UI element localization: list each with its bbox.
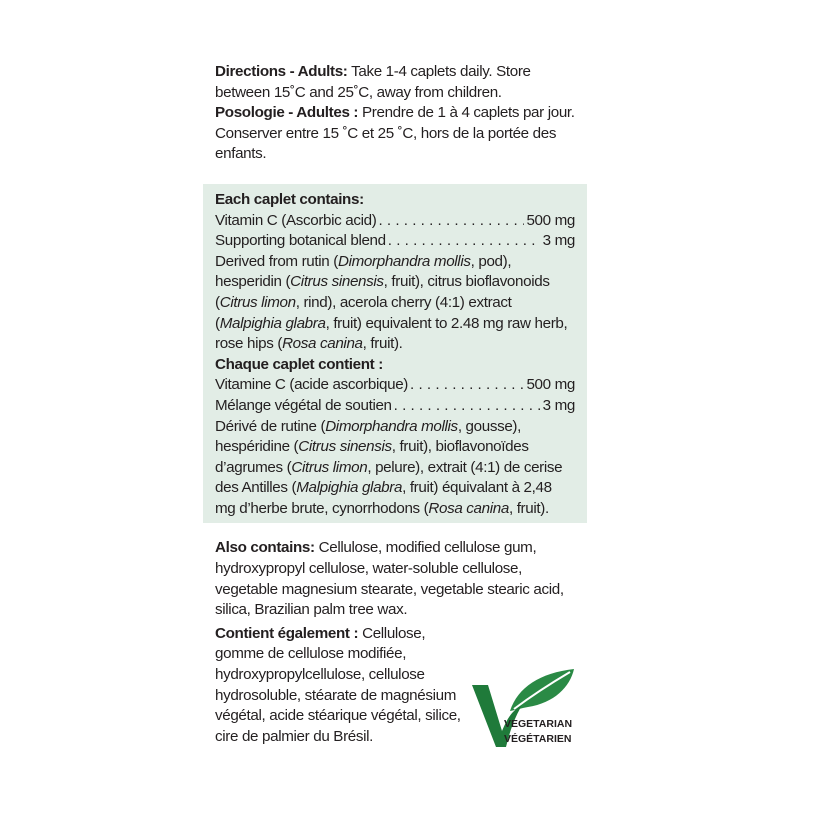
ingredient-amount: 500 mg	[526, 211, 575, 229]
product-label-panel	[203, 62, 587, 747]
also-en-text: Cellulose, modified cellulose gum, hydroxypropyl cellulose, water-soluble cellulose, vegetable magnesium stearate, vegetable stearic acid, silica, Brazilian palm tree wax.	[215, 539, 564, 619]
also-contains-en	[215, 538, 575, 620]
ingredient-row-botanical-blend	[215, 231, 575, 252]
directions-en-heading: Directions - Adults:	[215, 63, 348, 80]
ingredient-amount: 500 mg	[526, 376, 575, 394]
directions-en	[203, 62, 587, 103]
also-en-heading: Also contains:	[215, 539, 315, 557]
ingredient-name: Supporting botanical blend	[215, 232, 386, 250]
ingredient-name: Vitamine C (acide ascorbique)	[215, 376, 409, 394]
vegetarian-v-leaf-icon	[470, 665, 585, 750]
ingredient-name: Mélange végétal de soutien	[215, 396, 392, 414]
leader-dots	[394, 396, 541, 417]
directions-en-text: Take 1-4 caplets daily. Store between 15˚C and 25˚C, away from children.	[215, 63, 531, 101]
also-contains-fr	[215, 624, 470, 748]
leader-dots	[378, 211, 524, 232]
badge-line-2: VÉGÉTARIEN	[504, 733, 572, 745]
directions-fr-heading: Posologie - Adultes :	[215, 104, 359, 122]
ingredient-amount: 3 mg	[542, 396, 575, 414]
ingredient-row-melange-vegetal	[215, 396, 575, 417]
ingredients-panel	[203, 184, 587, 524]
badge-line-1: VEGETARIAN	[504, 718, 573, 730]
directions-fr	[203, 103, 587, 165]
leader-dots	[410, 375, 524, 396]
ingredient-row-vitamin-c	[215, 211, 575, 232]
contents-fr-detail: Dérivé de rutine (Dimorphandra mollis, gousse), hespéridine (Citrus sinensis, fruit), bioflavonoïdes d’agrumes (Citrus limon, pelure), extrait (4:1) de cerise des Antilles (Malpighia glabra, fruit) équivalant à 2,48 mg d’herbe brute, cynorrhodons (Rosa canina, fruit).	[215, 417, 563, 517]
contents-en-detail: Derived from rutin (Dimorphandra mollis, pod), hesperidin (Citrus sinensis, fruit), citrus bioflavonoids (Citrus limon, rind), acerola cherry (4:1) extract (Malpighia glabra, fruit) equivalent to 2.48 mg raw herb, rose hips (Rosa canina, fruit).	[215, 252, 568, 353]
contents-fr-heading: Chaque caplet contient :	[215, 355, 383, 373]
also-fr-text: Cellulose, gomme de cellulose modifiée, hydroxypropylcellulose, cellulose hydrosoluble, stéarate de magnésium végétal, acide stéarique végétal, silice, cire de palmier du Brésil.	[215, 624, 461, 745]
also-fr-heading: Contient également :	[215, 624, 359, 642]
directions-fr-text: Prendre de 1 à 4 caplets par jour. Conserver entre 15 ˚C et 25 ˚C, hors de la portée des enfants.	[215, 104, 575, 163]
ingredient-name: Vitamin C (Ascorbic acid)	[215, 211, 377, 229]
leader-dots	[388, 231, 541, 252]
contents-en-heading: Each caplet contains:	[215, 190, 364, 208]
ingredient-row-vitamine-c	[215, 375, 575, 396]
ingredient-amount: 3 mg	[542, 232, 575, 250]
